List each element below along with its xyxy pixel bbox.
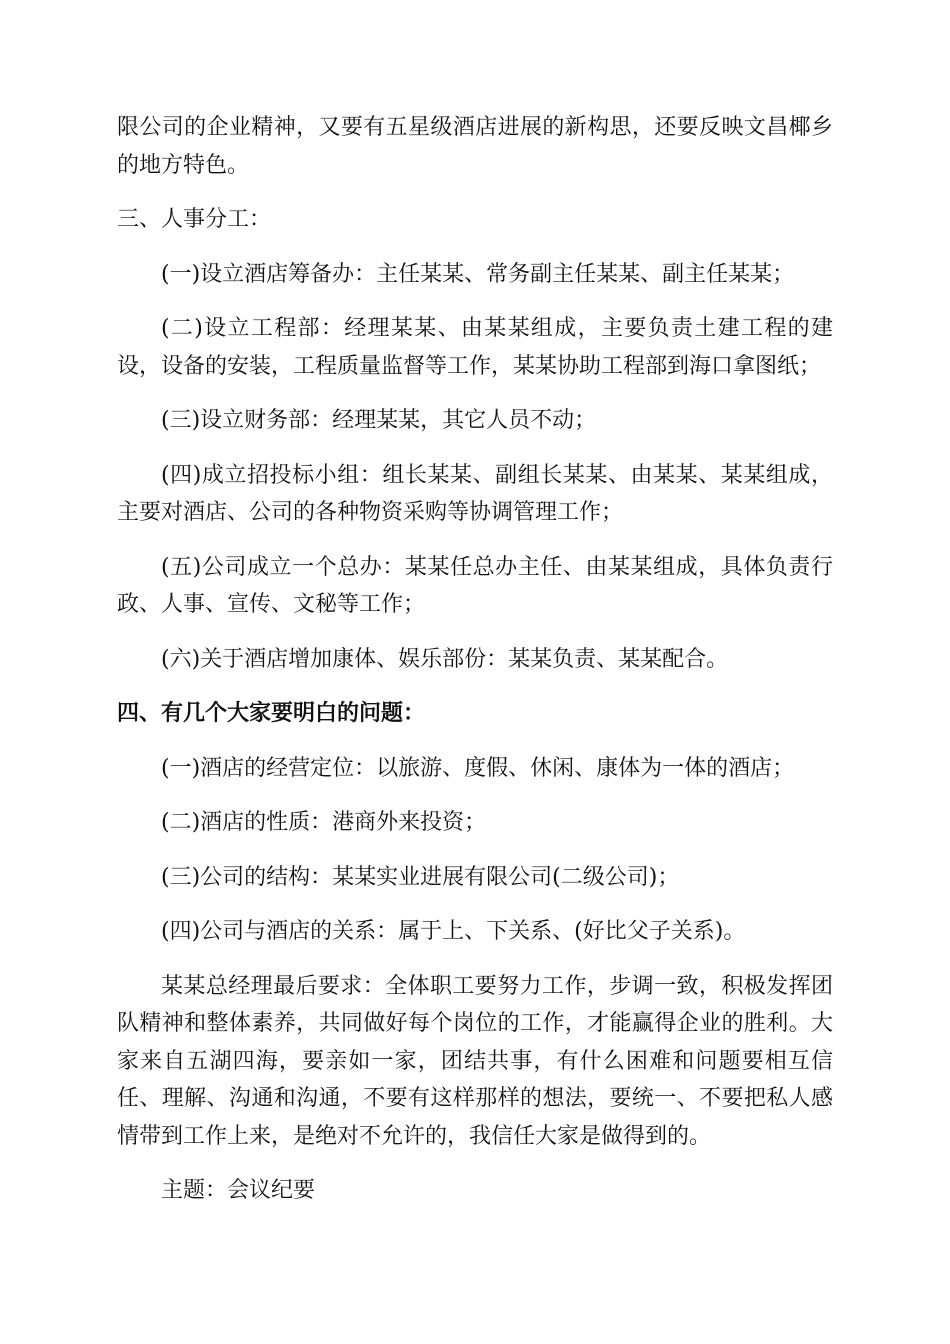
list-item-3-4: (四)成立招投标小组：组长某某、副组长某某、由某某、某某组成，主要对酒店、公司的各种物资采购等协调管理工作； <box>117 462 833 525</box>
list-item-3-3: (三)设立财务部：经理某某，其它人员不动； <box>161 408 597 433</box>
list-item-4-3: (三)公司的结构：某某实业进展有限公司(二级公司)； <box>161 864 680 890</box>
list-item-3-6: (六)关于酒店增加康体、娱乐部份：某某负责、某某配合。 <box>161 646 729 672</box>
list-item-4-4: (四)公司与酒店的关系：属于上、下关系、(好比父子关系)。 <box>161 919 746 944</box>
subject-line: 主题：会议纪要 <box>161 1178 316 1203</box>
paragraph-continuation: 限公司的企业精神，又要有五星级酒店进展的新构思，还要反映文昌椰乡的地方特色。 <box>117 115 833 178</box>
list-item-4-2: (二)酒店的性质：港商外来投资； <box>161 810 487 835</box>
list-item-3-1: (一)设立酒店筹备办：主任某某、常务副主任某某、副主任某某； <box>161 261 795 287</box>
list-item-3-5: (五)公司成立一个总办：某某任总办主任、由某某组成，具体负责行政、人事、宣传、文秘等工作； <box>117 554 833 617</box>
list-item-3-2: (二)设立工程部：经理某某、由某某组成，主要负责土建工程的建设，设备的安装，工程质量监督等工作，某某协助工程部到海口拿图纸； <box>117 316 833 379</box>
document-body <box>117 109 833 1227</box>
closing-paragraph: 某某总经理最后要求：全体职工要努力工作，步调一致，积极发挥团队精神和整体素养，共同做好每个岗位的工作，才能赢得企业的胜利。大家来自五湖四海，要亲如一家，团结共事，有什么困难和问题要相互信任、理解、沟通和沟通，不要有这样那样的想法，要统一、不要把私人感情带到工作上来，是绝对不允许的，我信任大家是做得到的。 <box>117 973 833 1149</box>
section-heading-3: 三、人事分工： <box>117 207 272 232</box>
section-heading-4: 四、有几个大家要明白的问题： <box>117 700 426 726</box>
list-item-4-1: (一)酒店的经营定位：以旅游、度假、休闲、康体为一体的酒店； <box>161 755 795 781</box>
